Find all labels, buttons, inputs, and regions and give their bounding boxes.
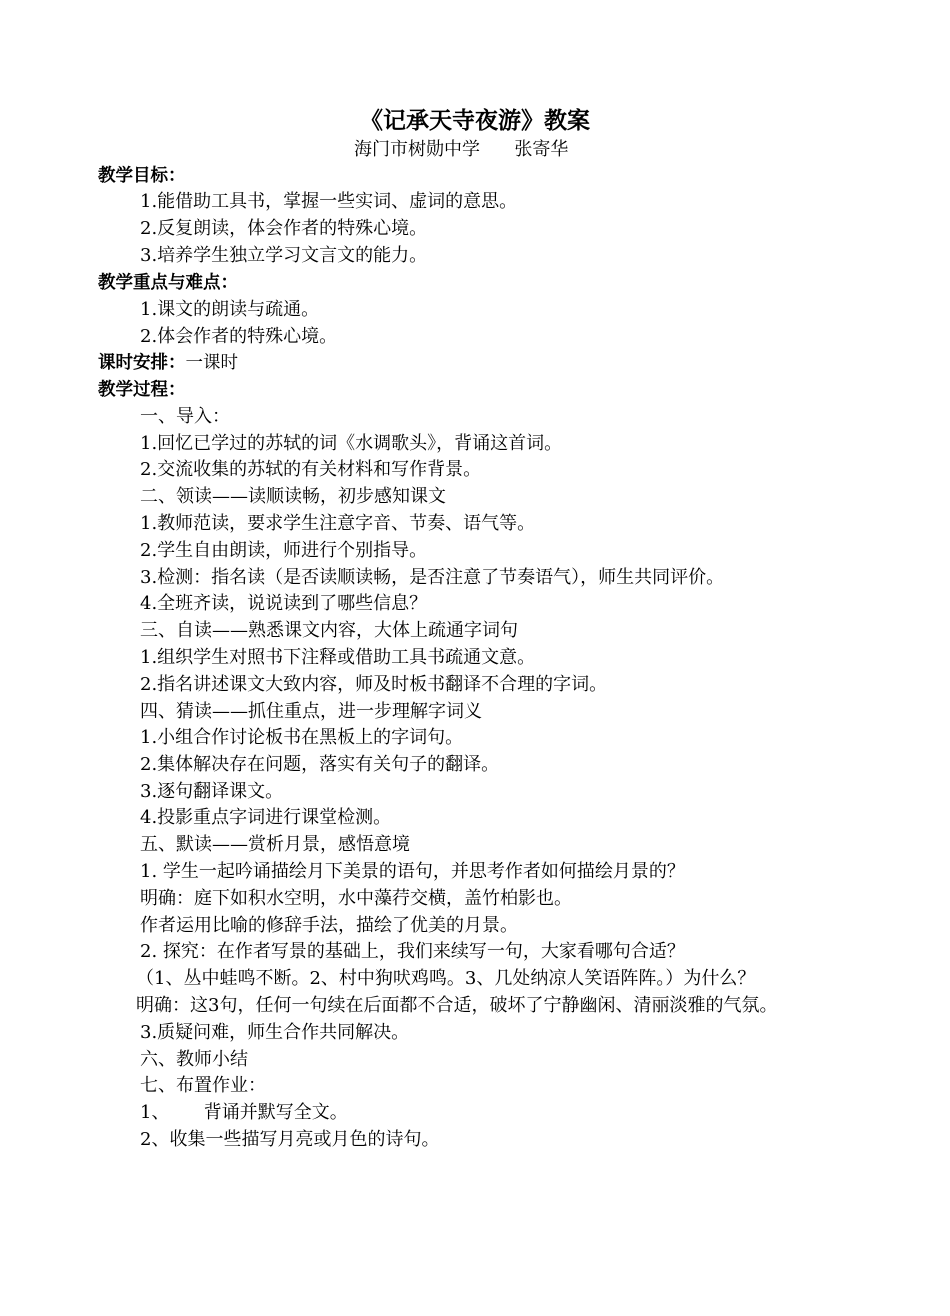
process-line: 明确：庭下如积水空明，水中藻荇交横，盖竹柏影也。 bbox=[140, 888, 572, 909]
process-line: 2、收集一些描写月亮或月色的诗句。 bbox=[140, 1129, 440, 1150]
process-line: 六、教师小结 bbox=[140, 1049, 248, 1070]
process-line: 五、默读——赏析月景，感悟意境 bbox=[140, 834, 410, 855]
process-line: 2.交流收集的苏轼的有关材料和写作背景。 bbox=[140, 459, 482, 480]
process-line: 2.学生自由朗读，师进行个别指导。 bbox=[140, 540, 428, 561]
process-line: 3.逐句翻译课文。 bbox=[140, 781, 284, 802]
process-line: 2.指名讲述课文大致内容，师及时板书翻译不合理的字词。 bbox=[140, 674, 608, 695]
process-line: 3.检测：指名读（是否读顺读畅，是否注意了节奏语气），师生共同评价。 bbox=[140, 567, 725, 588]
page-title: 《记承天寺夜游》教案 bbox=[360, 108, 590, 134]
process-line: 一、导入： bbox=[140, 406, 230, 427]
process-line: 四、猜读——抓住重点，进一步理解字词义 bbox=[140, 701, 482, 722]
process-line: 1. 学生一起吟诵描绘月下美景的语句，并思考作者如何描绘月景的？ bbox=[140, 861, 685, 882]
author-byline: 海门市树勋中学 张寄华 bbox=[354, 139, 569, 160]
focus-line: 2.体会作者的特殊心境。 bbox=[140, 326, 338, 347]
goal-line: 2.反复朗读，体会作者的特殊心境。 bbox=[140, 218, 428, 239]
schedule-label: 课时安排： bbox=[98, 353, 186, 373]
process-line: 明确：这3句，任何一句续在后面都不合适，破坏了宁静幽闲、清丽淡雅的气氛。 bbox=[136, 995, 778, 1016]
process-line: 作者运用比喻的修辞手法，描绘了优美的月景。 bbox=[140, 915, 518, 936]
process-line: 4.全班齐读，说说读到了哪些信息？ bbox=[140, 593, 428, 614]
process-line: 1、 背诵并默写全文。 bbox=[140, 1102, 348, 1123]
process-line: 二、领读——读顺读畅，初步感知课文 bbox=[140, 486, 446, 507]
process-line: 三、自读——熟悉课文内容，大体上疏通字词句 bbox=[140, 620, 518, 641]
goal-line: 3.培养学生独立学习文言文的能力。 bbox=[140, 245, 428, 266]
process-line: 2. 探究：在作者写景的基础上，我们来续写一句，大家看哪句合适？ bbox=[140, 941, 685, 962]
process-line: 七、布置作业： bbox=[140, 1075, 266, 1096]
process-line: 1.组织学生对照书下注释或借助工具书疏通文意。 bbox=[140, 647, 536, 668]
process-line: 1.小组合作讨论板书在黑板上的字词句。 bbox=[140, 727, 464, 748]
goals-heading: 教学目标： bbox=[98, 166, 186, 186]
process-line: 1.回忆已学过的苏轼的词《水调歌头》，背诵这首词。 bbox=[140, 433, 563, 454]
schedule-row bbox=[98, 351, 238, 375]
process-line: 2.集体解决存在问题，落实有关句子的翻译。 bbox=[140, 754, 500, 775]
process-line: 3.质疑问难，师生合作共同解决。 bbox=[140, 1022, 410, 1043]
schedule-value: 一课时 bbox=[185, 353, 238, 373]
focus-heading: 教学重点与难点： bbox=[98, 273, 238, 293]
process-heading: 教学过程： bbox=[98, 380, 186, 400]
goal-line: 1.能借助工具书，掌握一些实词、虚词的意思。 bbox=[140, 191, 518, 212]
focus-line: 1.课文的朗读与疏通。 bbox=[140, 299, 320, 320]
process-line: 1.教师范读，要求学生注意字音、节奏、语气等。 bbox=[140, 513, 536, 534]
process-line: （1、丛中蛙鸣不断。2、村中狗吠鸡鸣。3、几处纳凉人笑语阵阵。）为什么？ bbox=[136, 968, 756, 989]
process-line: 4.投影重点字词进行课堂检测。 bbox=[140, 807, 392, 828]
